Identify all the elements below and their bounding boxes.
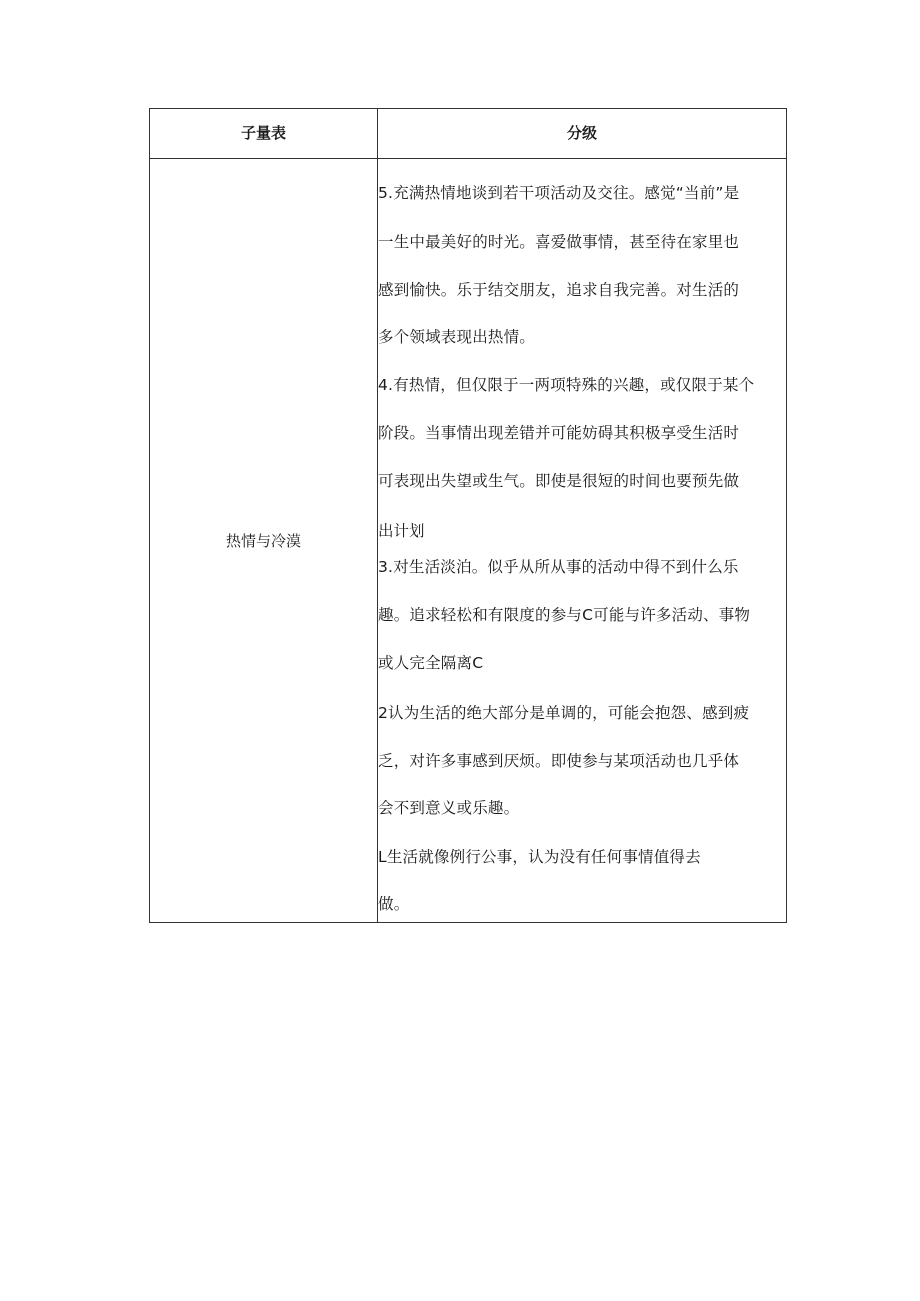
subscale-name: 热情与冷漠 [225,532,301,550]
grade-line: 乏，对许多事感到厌烦。即使参与某项活动也几乎体 [378,752,740,770]
header-subscale: 子量表 [240,124,286,142]
grade-line: 出计划 [378,522,425,540]
grade-line: 感到愉快。乐于结交朋友，追求自我完善。对生活的 [378,281,740,299]
grade-line: 或人完全隔离C [378,654,484,672]
header-grade: 分级 [566,124,597,142]
grade-line: 一生中最美好的时光。喜爱做事情，甚至待在家里也 [378,233,740,251]
grade-description-cell [378,159,786,922]
rating-scale-table [149,108,787,923]
grade-line: 2认为生活的绝大部分是单调的，可能会抱怨、感到疲 [378,704,750,722]
grade-line: 趣。追求轻松和有限度的参与C可能与许多活动、事物 [378,606,751,624]
grade-line: L生活就像例行公事，认为没有任何事情值得去 [378,848,701,866]
grade-line: 做。 [378,895,410,913]
grade-line: 多个领域表现出热情。 [378,328,536,346]
grade-line: 3.对生活淡泊。似乎从所从事的活动中得不到什么乐 [378,558,739,576]
clipped-line [378,519,458,540]
grade-line: 4.有热情，但仅限于一两项特殊的兴趣，或仅限于某个 [378,376,755,394]
grade-line: 可表现出失望或生气。即使是很短的时间也要预先做 [378,472,740,490]
grade-line: 5.充满热情地谈到若干项活动及交往。感觉“当前”是 [378,184,740,202]
grade-line: 会不到意义或乐趣。 [378,799,520,817]
grade-line: 阶段。当事情出现差错并可能妨碍其积极享受生活时 [378,424,740,442]
